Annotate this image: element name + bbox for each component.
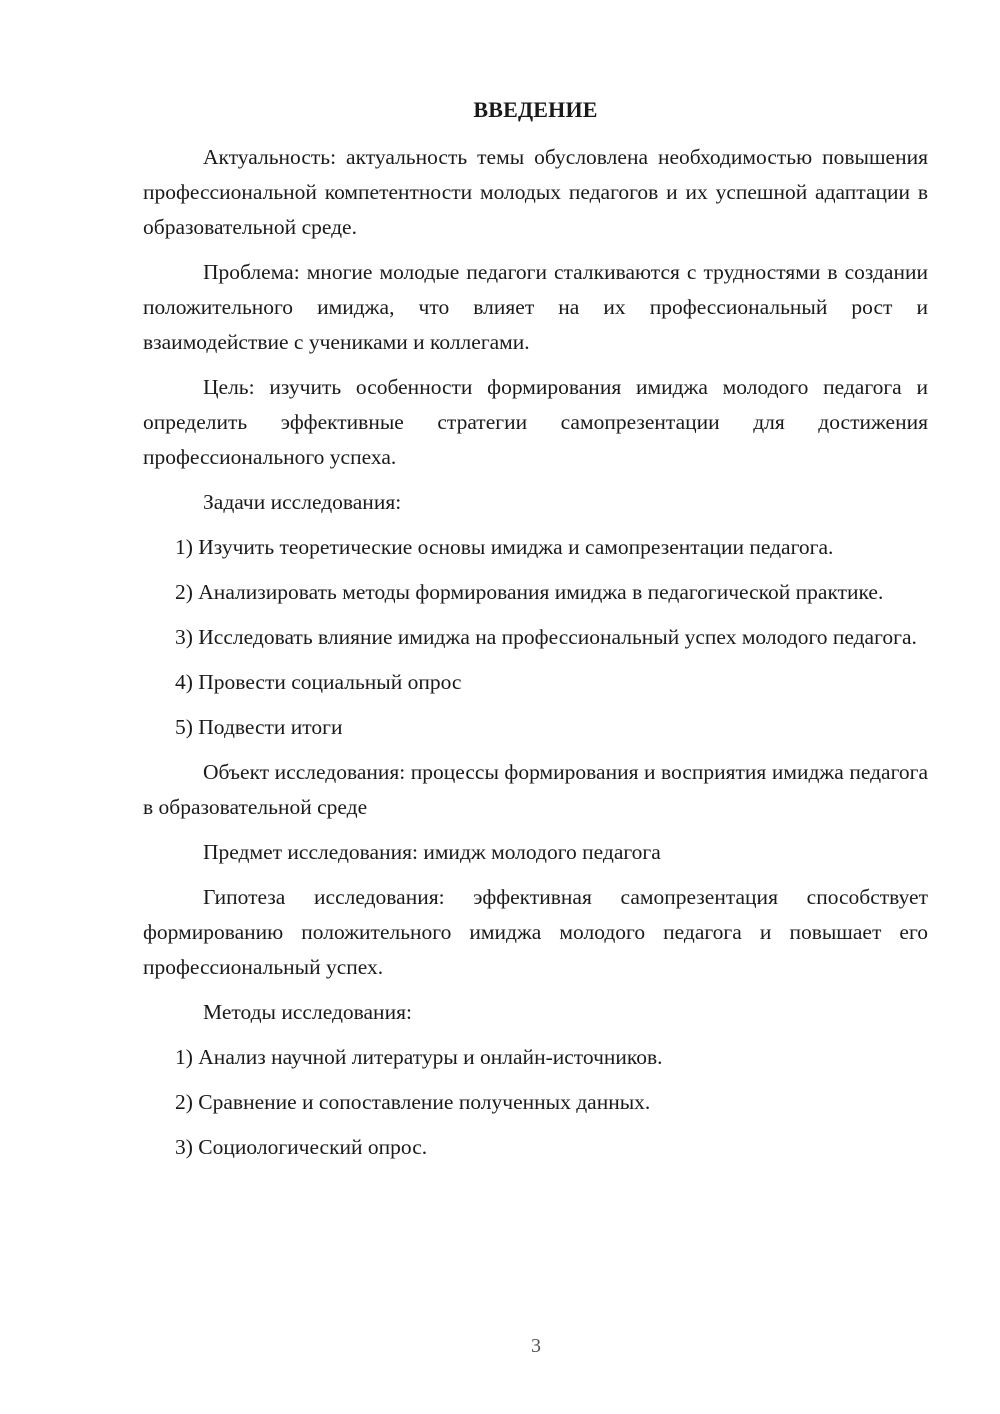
paragraph-subject: Предмет исследования: имидж молодого педагога — [203, 840, 661, 864]
list-item-task-3: 3) Исследовать влияние имиджа на профессиональный успех молодого педагога. — [175, 625, 917, 649]
list-item-method-2: 2) Сравнение и сопоставление полученных данных. — [175, 1090, 651, 1114]
page-number: 3 — [531, 1335, 541, 1357]
paragraph-hypothesis: Гипотеза исследования: эффективная самопрезентация способствует формированию положительного имиджа молодого педагога и повышает его профессиональный успех. — [143, 885, 928, 979]
paragraph-object: Объект исследования: процессы формирования и восприятия имиджа педагога в образовательной среде — [143, 760, 928, 819]
paragraph-goal: Цель: изучить особенности формирования имиджа молодого педагога и определить эффективные стратегии самопрезентации для достижения профессионального успеха. — [143, 375, 928, 469]
paragraph-problem: Проблема: многие молодые педагоги сталкиваются с трудностями в создании положительного имиджа, что влияет на их профессиональный рост и взаимодействие с учениками и коллегами. — [143, 260, 928, 354]
page-title: ВВЕДЕНИЕ — [473, 97, 598, 122]
list-item-method-1: 1) Анализ научной литературы и онлайн-источников. — [175, 1045, 663, 1069]
list-item-task-1: 1) Изучить теоретические основы имиджа и самопрезентации педагога. — [175, 535, 834, 559]
list-item-task-5: 5) Подвести итоги — [175, 715, 343, 739]
paragraph-relevance: Актуальность: актуальность темы обусловлена необходимостью повышения профессиональной компетентности молодых педагогов и их успешной адаптации в образовательной среде. — [143, 145, 928, 239]
list-item-task-4: 4) Провести социальный опрос — [175, 670, 462, 694]
list-item-task-2: 2) Анализировать методы формирования имиджа в педагогической практике. — [175, 580, 884, 604]
paragraph-tasks-heading: Задачи исследования: — [203, 490, 402, 514]
document-page — [143, 92, 928, 1175]
list-item-method-3: 3) Социологический опрос. — [175, 1135, 428, 1159]
paragraph-methods-heading: Методы исследования: — [203, 1000, 412, 1024]
